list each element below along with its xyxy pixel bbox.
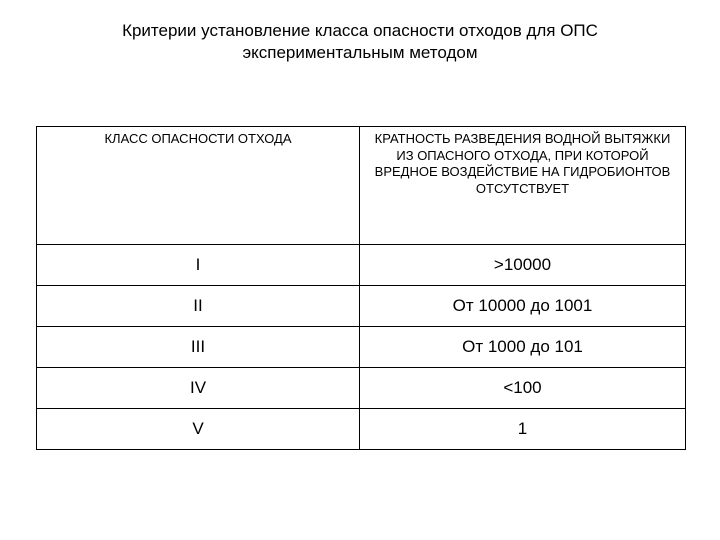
header-dilution-ratio <box>360 127 686 245</box>
header-hazard-class-label: КЛАСС ОПАСНОСТИ ОТХОДА <box>104 131 292 146</box>
header-hazard-class <box>37 127 360 245</box>
page-title <box>40 20 680 64</box>
page-title-line-1: Критерии установление класса опасности отходов для ОПС <box>122 21 598 40</box>
header-dilution-ratio-label: КРАТНОСТЬ РАЗВЕДЕНИЯ ВОДНОЙ ВЫТЯЖКИ ИЗ ОПАСНОГО ОТХОДА, ПРИ КОТОРОЙ ВРЕДНОЕ ВОЗДЕЙСТВИЕ НА ГИДРОБИОНТОВ ОТСУТСТВУЕТ <box>374 131 671 196</box>
cell-hazard-class: I <box>37 245 360 286</box>
cell-dilution-ratio: От 10000 до 1001 <box>360 286 686 327</box>
cell-hazard-class: V <box>37 409 360 450</box>
table-row <box>37 327 686 368</box>
table-row <box>37 286 686 327</box>
table-row <box>37 368 686 409</box>
cell-dilution-ratio: От 1000 до 101 <box>360 327 686 368</box>
page-title-line-2: экспериментальным методом <box>242 43 478 62</box>
cell-hazard-class: IV <box>37 368 360 409</box>
hazard-class-table <box>36 126 686 450</box>
table-row <box>37 409 686 450</box>
cell-dilution-ratio: >10000 <box>360 245 686 286</box>
cell-dilution-ratio: 1 <box>360 409 686 450</box>
cell-hazard-class: III <box>37 327 360 368</box>
cell-hazard-class: II <box>37 286 360 327</box>
table-header-row <box>37 127 686 245</box>
cell-dilution-ratio: <100 <box>360 368 686 409</box>
table-row <box>37 245 686 286</box>
